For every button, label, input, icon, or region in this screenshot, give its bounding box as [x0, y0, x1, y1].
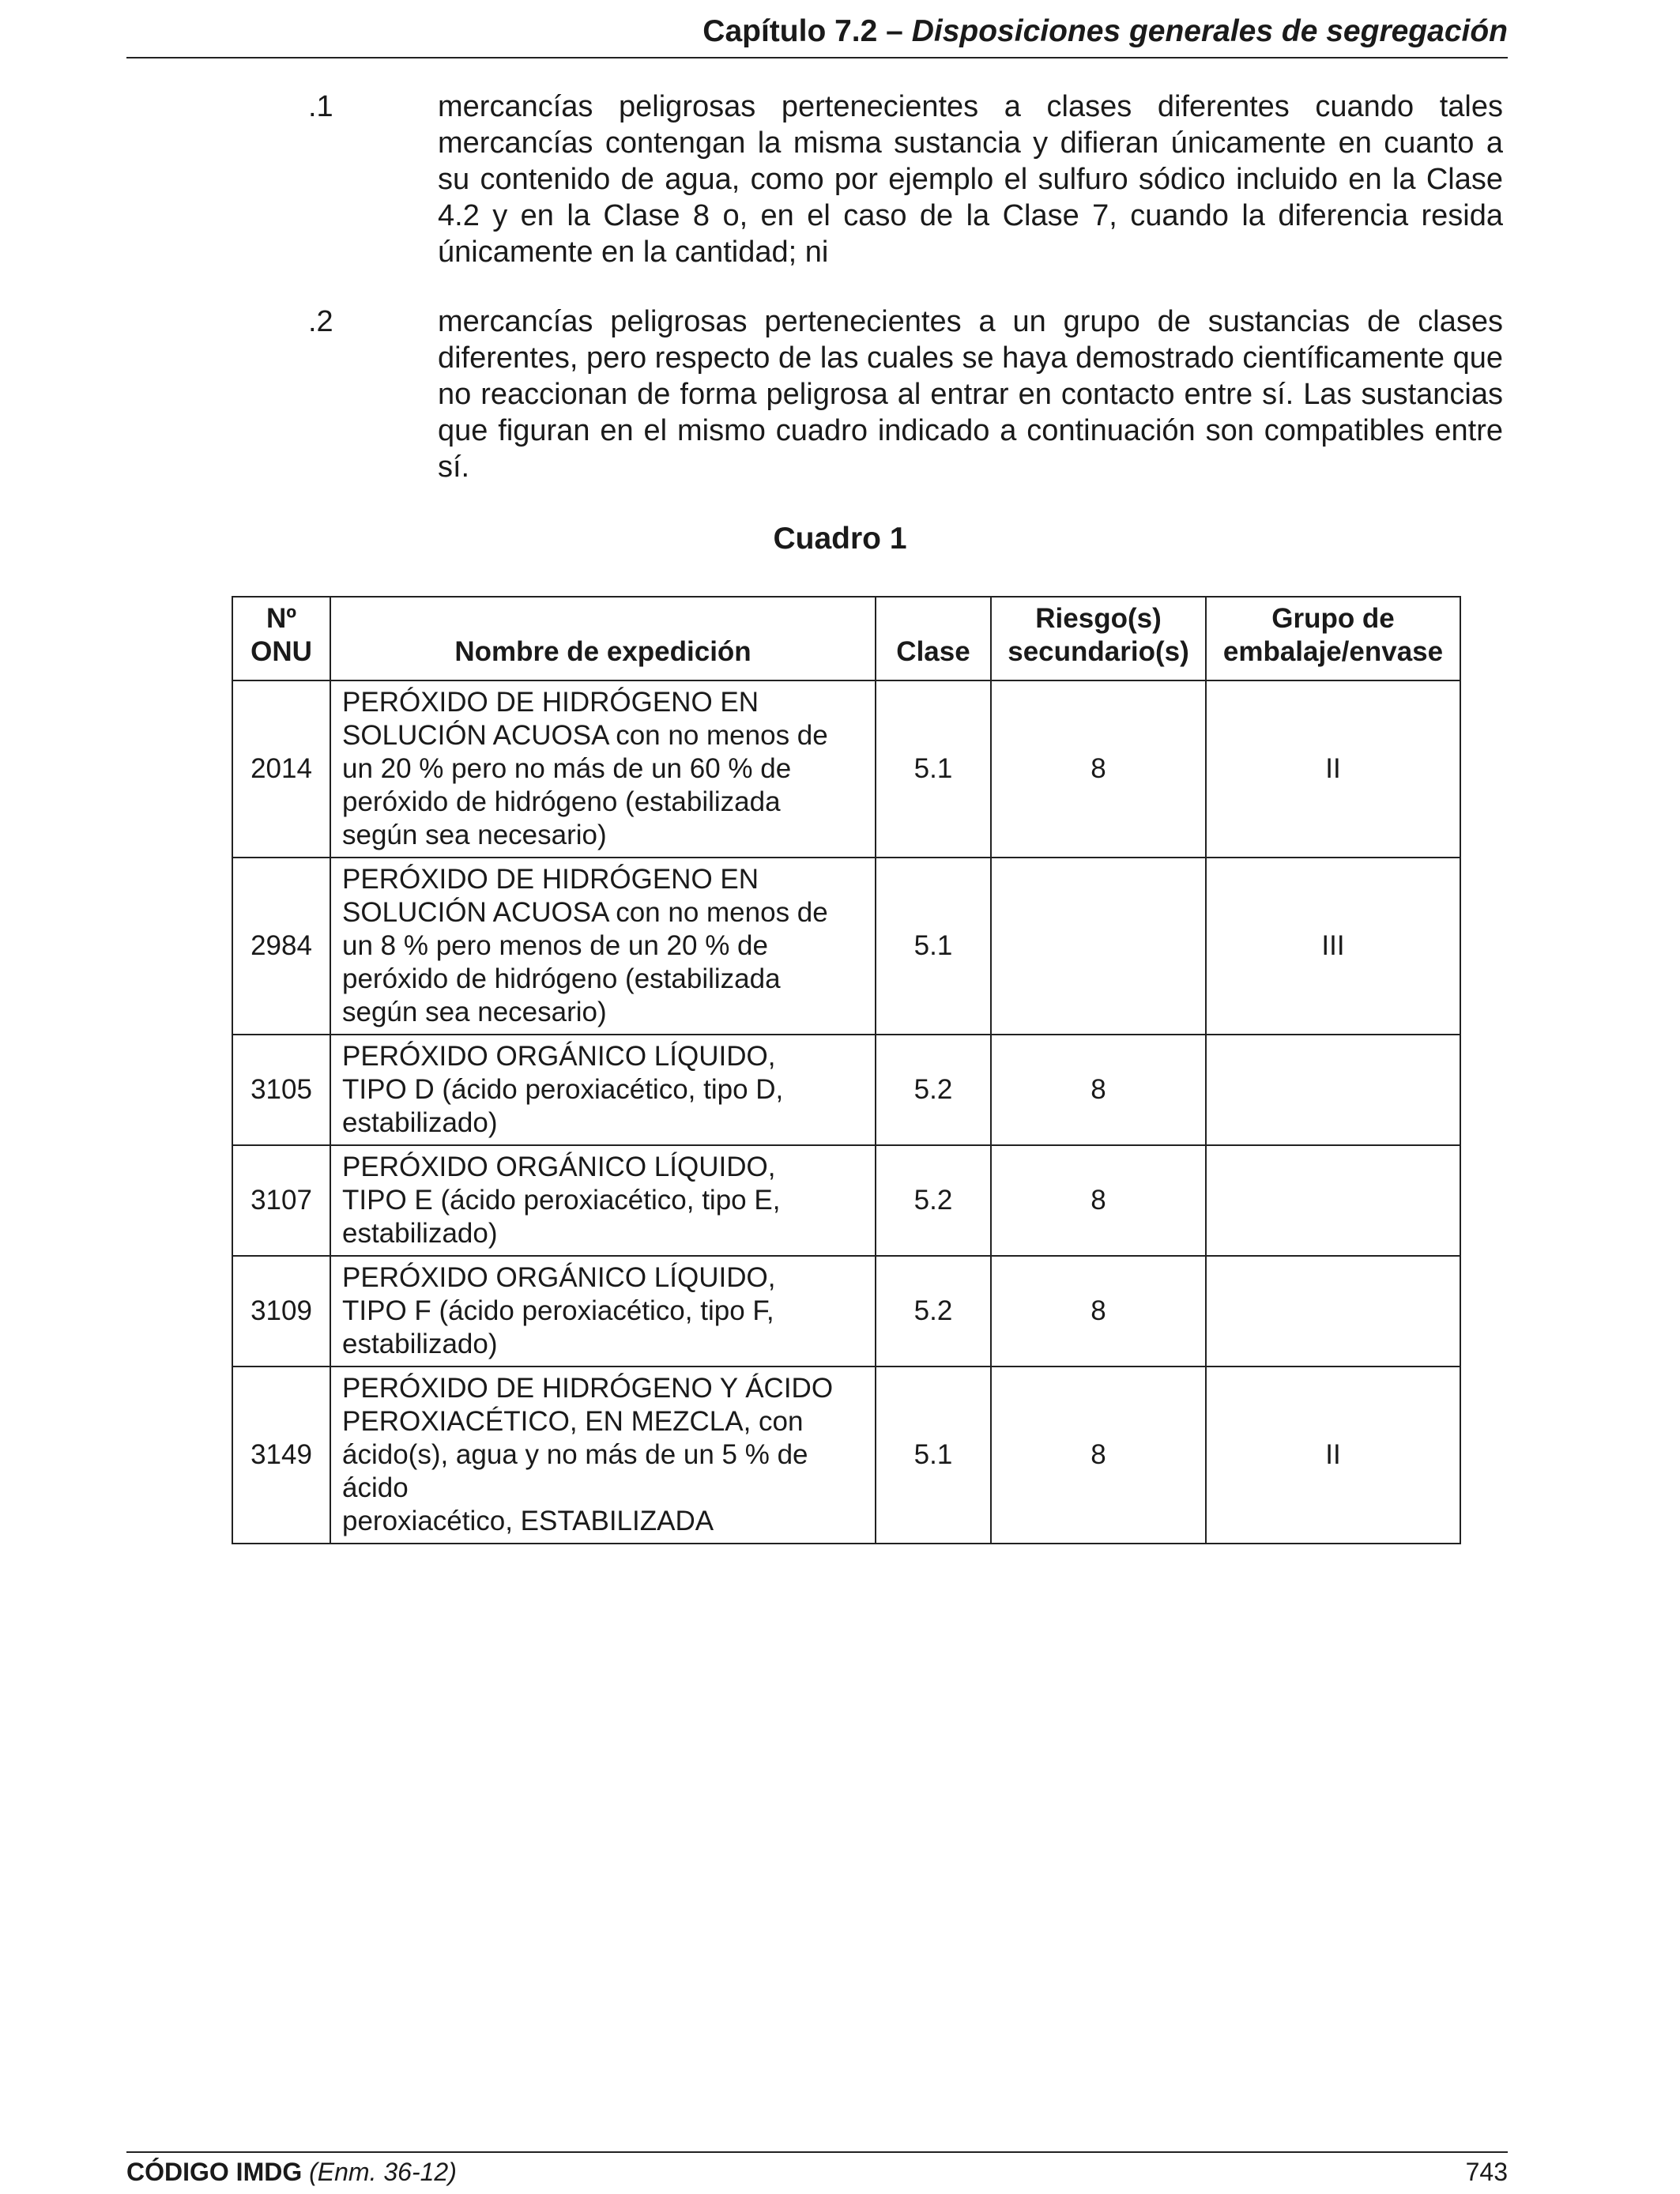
cell-riesgo: 8 [991, 1367, 1206, 1544]
cell-name [330, 680, 876, 858]
cell-onu: 3107 [232, 1145, 330, 1256]
header-riesgo: Riesgo(s) secundario(s) [991, 597, 1206, 680]
cell-clase: 5.2 [876, 1035, 991, 1145]
list-item [308, 303, 1503, 485]
cell-grupo: II [1206, 1367, 1460, 1544]
cell-onu: 3149 [232, 1367, 330, 1544]
cell-grupo: II [1206, 680, 1460, 858]
cell-riesgo: 8 [991, 1145, 1206, 1256]
cell-name-line: PERÓXIDO DE HIDRÓGENO EN [342, 687, 759, 718]
cell-onu: 3105 [232, 1035, 330, 1145]
footer-code: CÓDIGO IMDG [126, 2158, 303, 2186]
cell-clase: 5.2 [876, 1145, 991, 1256]
compatibility-table [232, 596, 1461, 1544]
cell-name-line: estabilizado) [342, 1218, 498, 1249]
chapter-number: Capítulo 7.2 – [703, 14, 903, 48]
page-header [126, 14, 1508, 58]
list-item-number: .2 [308, 305, 333, 338]
table-row [232, 1035, 1460, 1145]
cell-name-line: PERÓXIDO ORGÁNICO LÍQUIDO, [342, 1152, 776, 1182]
cell-name-line: estabilizado) [342, 1329, 498, 1359]
cell-clase: 5.1 [876, 680, 991, 858]
cell-name-line: TIPO E (ácido peroxiacético, tipo E, [342, 1185, 781, 1216]
cell-grupo: III [1206, 858, 1460, 1035]
table-row [232, 1145, 1460, 1256]
cell-name-line: peroxiacético, ESTABILIZADA [342, 1506, 714, 1536]
header-onu: Nº ONU [232, 597, 330, 680]
header-clase: Clase [876, 597, 991, 680]
cell-name-line: según sea necesario) [342, 997, 607, 1027]
footer-edition: (Enm. 36-12) [309, 2158, 457, 2186]
table-header-row [232, 597, 1460, 680]
cell-name-line: un 20 % pero no más de un 60 % de [342, 753, 792, 784]
chapter-title: Disposiciones generales de segregación [911, 14, 1508, 48]
list-item-text: mercancías peligrosas pertenecientes a un grupo de sustancias de clases diferentes, pero respecto de las cuales se haya demostrado científicamente que no reaccionan de forma peligrosa al entrar en contacto entre sí. Las sustancias que figuran en el mismo cuadro indicado a continuación son compatibles entre sí. [438, 305, 1503, 484]
cell-name-line: ácido [342, 1472, 409, 1503]
table-body [232, 680, 1460, 1544]
cell-name-line: peróxido de hidrógeno (estabilizada [342, 963, 781, 994]
table-caption: Cuadro 1 [773, 522, 907, 556]
cell-name-line: estabilizado) [342, 1107, 498, 1138]
cell-riesgo: 8 [991, 680, 1206, 858]
page-number: 743 [1465, 2158, 1508, 2186]
table-row [232, 858, 1460, 1035]
table-row [232, 680, 1460, 858]
cell-clase: 5.1 [876, 858, 991, 1035]
cell-name-line: SOLUCIÓN ACUOSA con no menos de [342, 897, 828, 928]
list-item-number: .1 [308, 90, 333, 123]
cell-name-line: ácido(s), agua y no más de un 5 % de [342, 1439, 808, 1470]
cell-name-line: peróxido de hidrógeno (estabilizada [342, 786, 781, 817]
numbered-list [308, 89, 1503, 518]
cell-name [330, 858, 876, 1035]
list-item-text: mercancías peligrosas pertenecientes a clases diferentes cuando tales mercancías contengan la misma sustancia y difieran únicamente en cuanto a su contenido de agua, como por ejemplo el sulfuro sódico incluido en la Clase 4.2 y en la Clase 8 o, en el caso de la Clase 7, cuando la diferencia resida únicamente en la cantidad; ni [438, 90, 1503, 269]
cell-name [330, 1035, 876, 1145]
table-row [232, 1367, 1460, 1544]
cell-name-line: PERÓXIDO ORGÁNICO LÍQUIDO, [342, 1262, 776, 1293]
list-item [308, 89, 1503, 270]
cell-clase: 5.1 [876, 1367, 991, 1544]
cell-name-line: PERÓXIDO DE HIDRÓGENO EN [342, 864, 759, 895]
cell-name [330, 1256, 876, 1367]
cell-onu: 2014 [232, 680, 330, 858]
cell-name-line: un 8 % pero menos de un 20 % de [342, 930, 768, 961]
page-footer [126, 2151, 1508, 2187]
cell-riesgo: 8 [991, 1035, 1206, 1145]
cell-name-line: PEROXIACÉTICO, EN MEZCLA, con [342, 1406, 804, 1437]
cell-grupo [1206, 1256, 1460, 1367]
cell-name [330, 1367, 876, 1544]
cell-riesgo: 8 [991, 1256, 1206, 1367]
cell-onu: 3109 [232, 1256, 330, 1367]
cell-grupo [1206, 1145, 1460, 1256]
cell-clase: 5.2 [876, 1256, 991, 1367]
cell-name-line: TIPO F (ácido peroxiacético, tipo F, [342, 1295, 774, 1326]
cell-name [330, 1145, 876, 1256]
cell-riesgo [991, 858, 1206, 1035]
cell-name-line: TIPO D (ácido peroxiacético, tipo D, [342, 1074, 784, 1105]
header-name: Nombre de expedición [330, 597, 876, 680]
cell-grupo [1206, 1035, 1460, 1145]
cell-name-line: PERÓXIDO DE HIDRÓGENO Y ÁCIDO [342, 1373, 834, 1404]
cell-name-line: SOLUCIÓN ACUOSA con no menos de [342, 720, 828, 751]
cell-name-line: según sea necesario) [342, 820, 607, 850]
cell-name-line: PERÓXIDO ORGÁNICO LÍQUIDO, [342, 1041, 776, 1072]
header-grupo: Grupo de embalaje/envase [1206, 597, 1460, 680]
table-row [232, 1256, 1460, 1367]
cell-onu: 2984 [232, 858, 330, 1035]
